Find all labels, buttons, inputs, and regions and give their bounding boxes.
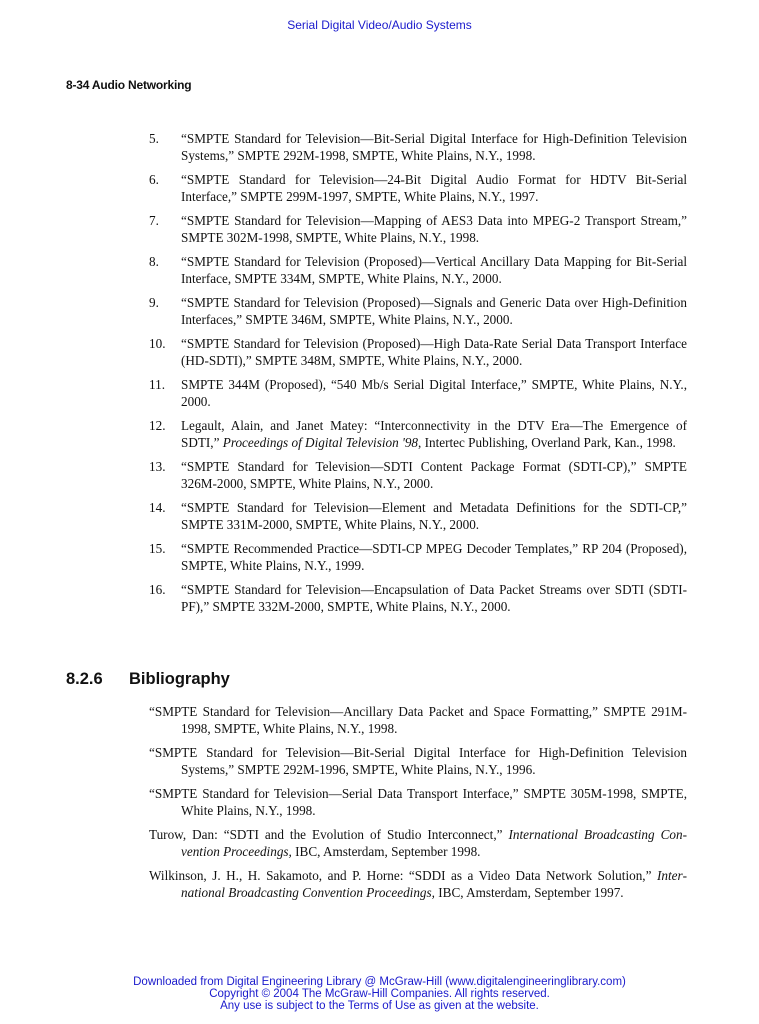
reference-number: 6. [149,172,159,187]
section-number: 8.2.6 [66,670,103,688]
reference-text: , Intertec Publishing, Overland Park, Kan., 1998. [418,435,676,450]
reference-text: “SMPTE Standard for Television (Proposed)—High Data-Rate Serial Data Transport Interface (HD-SDTI),” SMPTE 348M, SMPTE, White Plains, N.Y., 2000. [181,336,687,368]
reference-text: “SMPTE Standard for Television—Ancillary Data Packet and Space Formatting,” SMPTE 291M-1998, SMPTE, White Plains, N.Y., 1998. [149,704,687,736]
bibliography-item [149,826,687,860]
reference-text: “SMPTE Standard for Television—Element and Metadata Definitions for the SDTI-CP,” SMPTE 331M-2000, SMPTE, White Plains, N.Y., 2000. [181,500,687,532]
reference-text: “SMPTE Standard for Television (Proposed)—Signals and Generic Data over High-Definition Interfaces,” SMPTE 346M, SMPTE, White Plains, N.Y., 2000. [181,295,687,327]
reference-text: “SMPTE Standard for Television (Proposed)—Vertical Ancillary Data Mapping for Bit-Serial Interface, SMPTE 334M, SMPTE, White Plains, N.Y., 2000. [181,254,687,286]
bibliography-item [149,785,687,819]
reference-text: “SMPTE Standard for Television—SDTI Content Package Format (SDTI-CP),” SMPTE 326M-2000, SMPTE, White Plains, N.Y., 2000. [181,459,687,491]
reference-text: SMPTE 344M (Proposed), “540 Mb/s Serial Digital Interface,” SMPTE, White Plains, N.Y., 2000. [181,377,687,409]
reference-text: Legault, Alain, and Janet Matey: “Interconnectivity in the DTV Era—The Emergence of SDTI,” [181,418,687,450]
reference-number: 16. [149,582,166,597]
reference-text: IBC, Amsterdam, September 1998. [291,844,481,859]
reference-title-italic: Proceedings of Digital Television '98 [222,435,419,450]
reference-item [149,540,687,574]
reference-item [149,581,687,615]
reference-item [149,294,687,328]
reference-text: “SMPTE Standard for Television—24-Bit Digital Audio Format for HDTV Bit-Serial Interface,” SMPTE 299M-1997, SMPTE, White Plains, N.Y., 1997. [181,172,687,204]
footer [0,976,759,1012]
reference-text: “SMPTE Standard for Television—Bit-Serial Digital Interface for High-Definition Television Systems,” SMPTE 292M-1998, SMPTE, White Plains, N.Y., 1998. [181,131,687,163]
reference-text: “SMPTE Standard for Television—Encapsulation of Data Packet Streams over SDTI (SDTI-PF),” SMPTE 332M-2000, SMPTE, White Plains, N.Y., 2000. [181,582,687,614]
reference-text: “SMPTE Standard for Television—Serial Data Transport Interface,” SMPTE 305M-1998, SMPTE, White Plains, N.Y., 1998. [149,786,687,818]
footer-copyright: Copyright © 2004 The McGraw-Hill Companies. All rights reserved. [209,988,550,1000]
reference-item [149,335,687,369]
reference-number: 8. [149,254,159,269]
section-heading [66,670,230,689]
reference-number: 14. [149,500,166,515]
section-title: Bibliography [129,670,230,688]
reference-number: 7. [149,213,159,228]
reference-text: “SMPTE Standard for Television—Bit-Serial Digital Interface for High-Definition Television Systems,” SMPTE 292M-1996, SMPTE, White Plains, N.Y., 1996. [149,745,687,777]
reference-number: 13. [149,459,166,474]
reference-number: 11. [149,377,165,392]
reference-number: 9. [149,295,159,310]
book-title-link[interactable]: Serial Digital Video/Audio Systems [287,18,472,32]
bibliography-list [149,703,687,908]
reference-number: 5. [149,131,159,146]
reference-list [149,130,687,622]
running-head: 8-34 Audio Networking [66,78,192,92]
bibliography-item [149,703,687,737]
reference-title-italic: International Broadcasting Convention Proceedings, [181,827,688,859]
reference-item [149,458,687,492]
reference-item [149,212,687,246]
reference-text: IBC, Amsterdam, September 1997. [434,885,624,900]
reference-item [149,253,687,287]
reference-number: 10. [149,336,166,351]
reference-item [149,130,687,164]
footer-download-link[interactable]: Downloaded from Digital Engineering Library @ McGraw-Hill (www.digitalengineeringlibrary.com) [133,976,626,988]
reference-item [149,376,687,410]
reference-item [149,499,687,533]
reference-item [149,171,687,205]
reference-number: 12. [149,418,166,433]
reference-text: Wilkinson, J. H., H. Sakamoto, and P. Horne: “SDDI as a Video Data Network Solution,” [149,868,657,883]
bibliography-item [149,867,687,901]
reference-text: Turow, Dan: “SDTI and the Evolution of Studio Interconnect,” [149,827,509,842]
bibliography-item [149,744,687,778]
reference-text: “SMPTE Standard for Television—Mapping of AES3 Data into MPEG-2 Transport Stream,” SMPTE 302M-1998, SMPTE, White Plains, N.Y., 1998. [181,213,687,245]
reference-text: “SMPTE Recommended Practice—SDTI-CP MPEG Decoder Templates,” RP 204 (Proposed), SMPTE, White Plains, N.Y., 1999. [181,541,687,573]
reference-item [149,417,687,451]
reference-number: 15. [149,541,166,556]
footer-terms-link[interactable]: Any use is subject to the Terms of Use as given at the website. [220,1000,539,1012]
reference-title-italic: International Broadcasting Convention Proceedings, [181,868,687,900]
